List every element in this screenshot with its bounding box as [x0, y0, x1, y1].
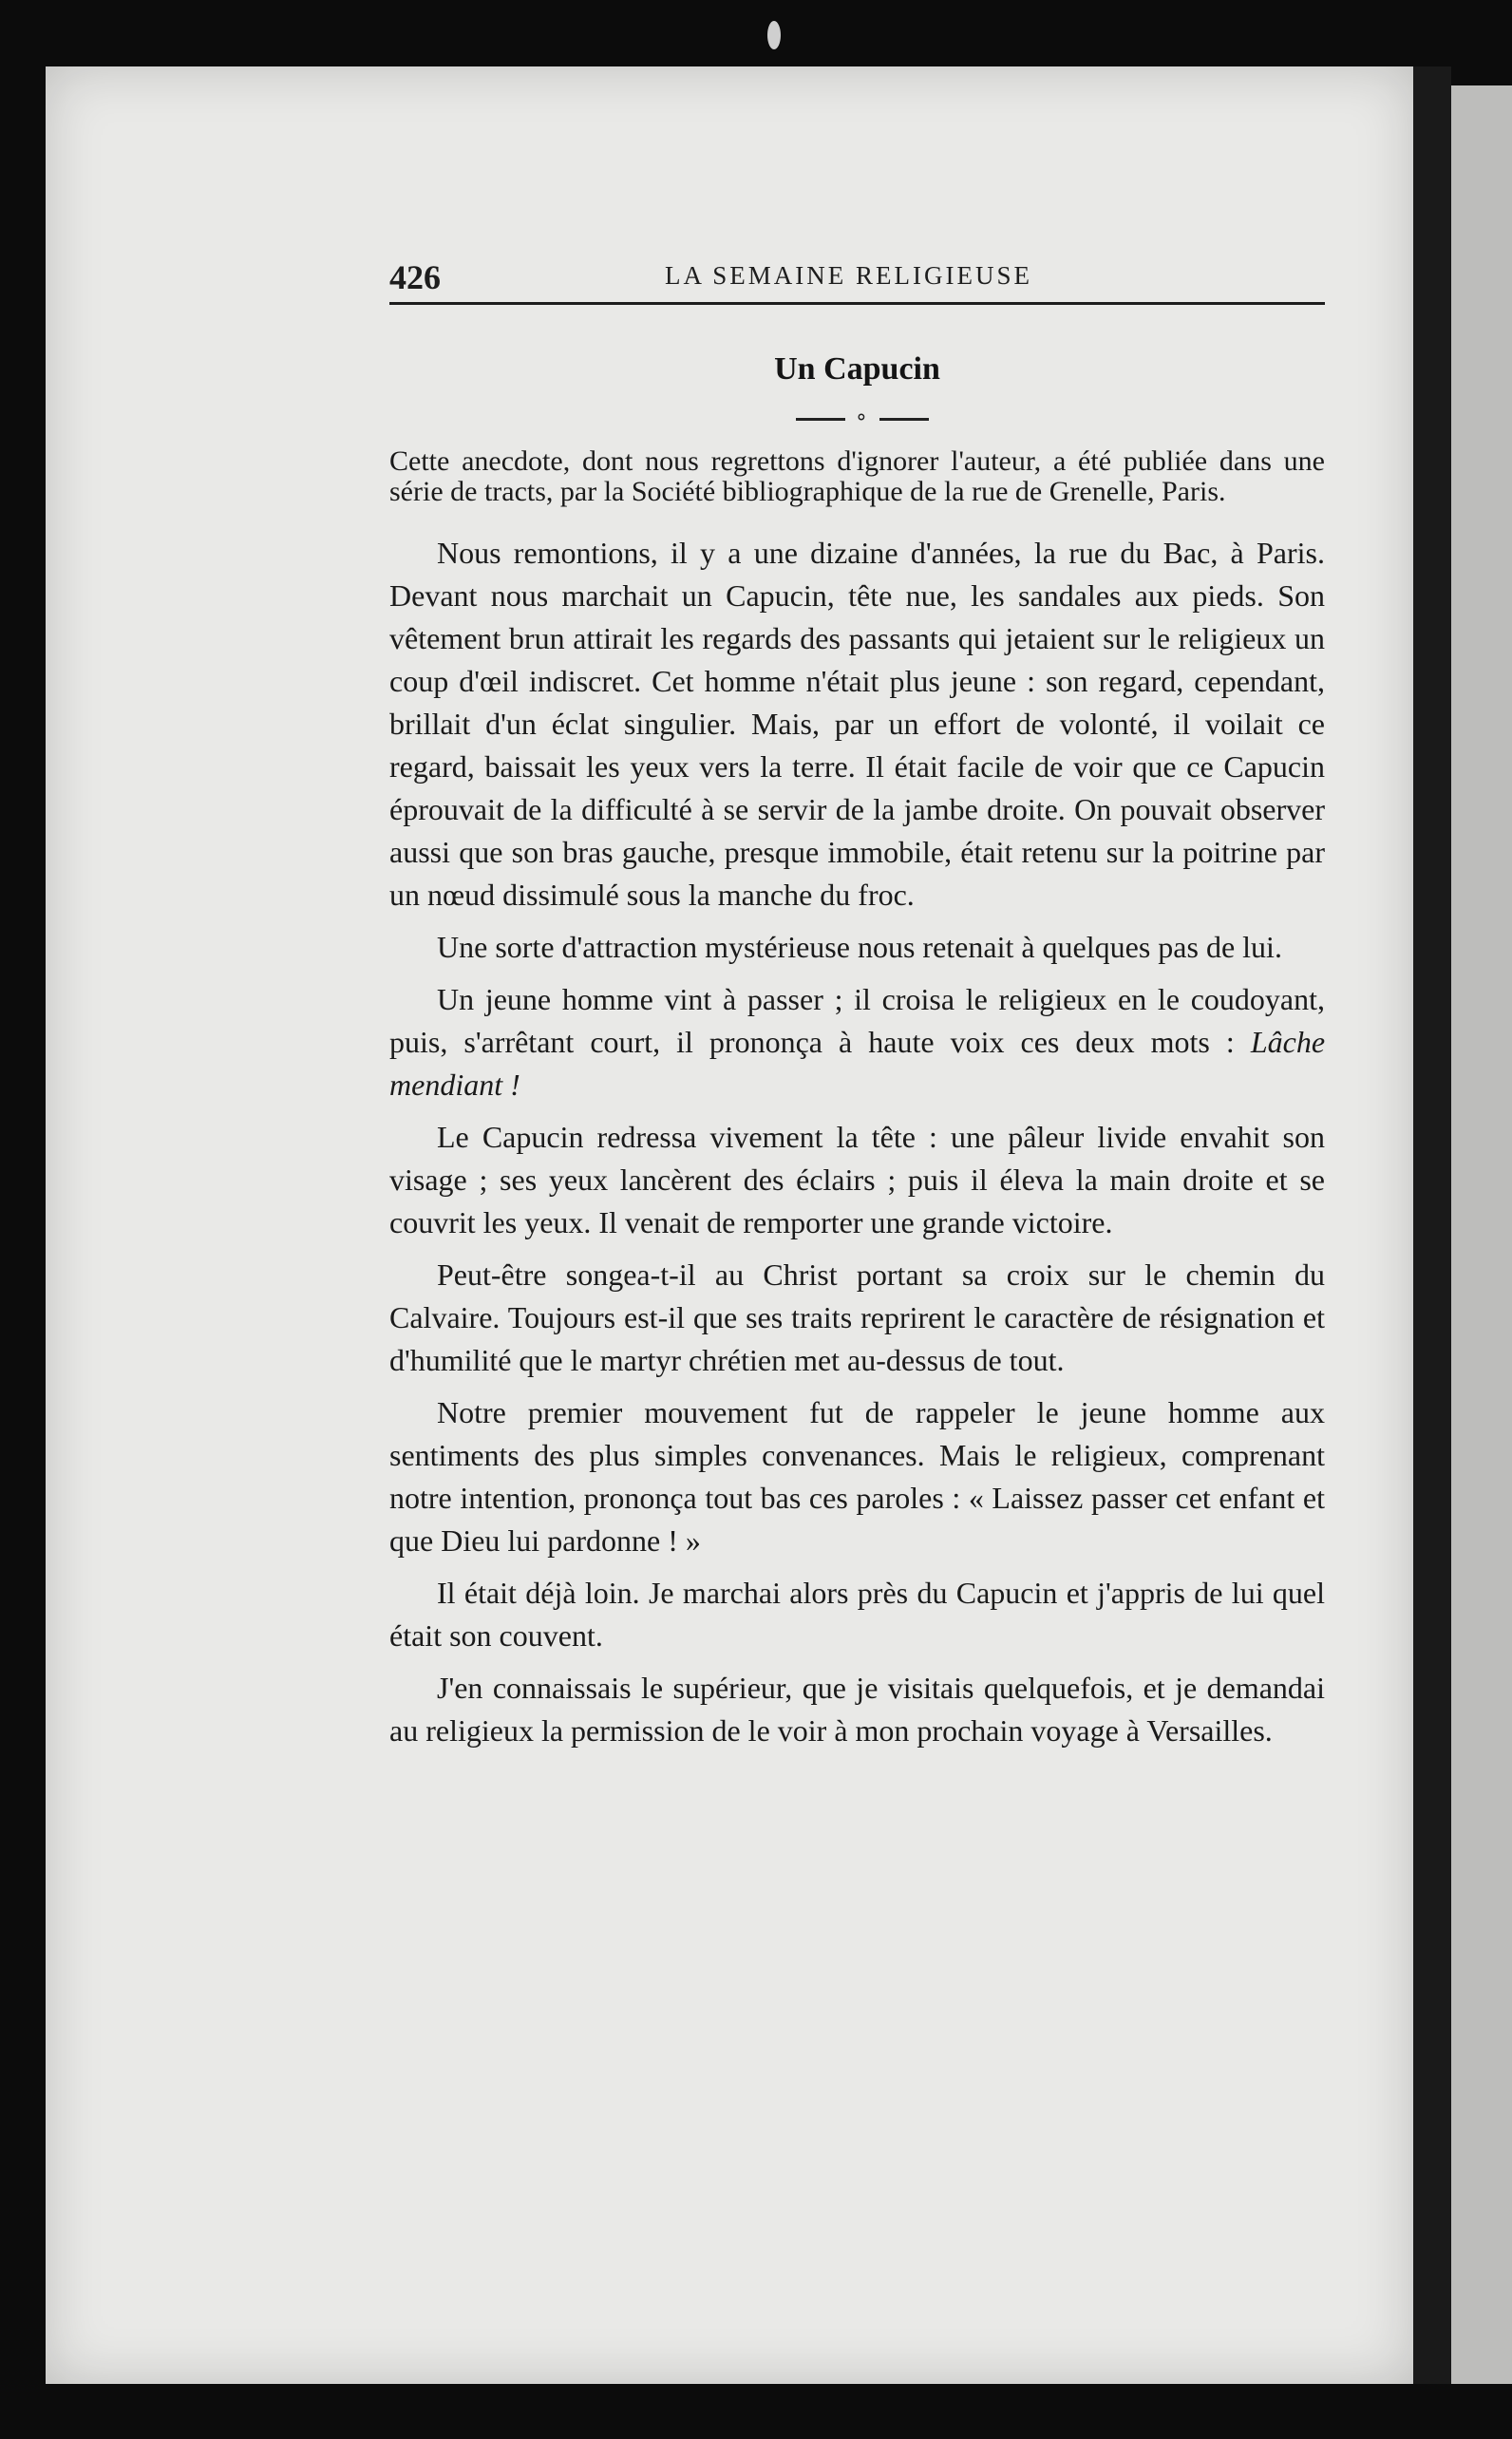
- paragraph-7: Il était déjà loin. Je marchai alors près du Capucin et j'appris de lui quel était son couvent.: [389, 1576, 1325, 1653]
- running-title: LA SEMAINE RELIGIEUSE: [665, 261, 1032, 290]
- next-page-edge: [1451, 85, 1512, 2384]
- title-separator: [796, 405, 929, 428]
- paragraph-1: Nous remontions, il y a une dizaine d'années, la rue du Bac, à Paris. Devant nous marchait un Capucin, tête nue, les sandales aux pieds. Son vêtement brun attirait les regards des passants qui jetaient sur le religieux un coup d'œil indiscret. Cet homme n'était plus jeune : son regard, cependant, brillait d'un éclat singulier. Mais, par un effort de volonté, il voilait ce regard, baissait les yeux vers la terre. Il était facile de voir que ce Capucin éprouvait de la difficulté à se servir de la jambe droite. On pouvait observer aussi que son bras gauche, presque immobile, était retenu sur la poitrine par un nœud dissimulé sous la manche du froc.: [389, 536, 1325, 912]
- paragraph-3: [389, 978, 1325, 1106]
- separator-dot: ∘: [855, 405, 868, 428]
- header-rule: [389, 302, 1325, 305]
- paragraph-2: Une sorte d'attraction mystérieuse nous retenait à quelques pas de lui.: [437, 930, 1282, 964]
- separator-dash-left: [796, 418, 845, 421]
- paragraph-5: Peut-être songea-t-il au Christ portant sa croix sur le chemin du Calvaire. Toujours est-il que ses traits reprirent le caractère de résignation et d'humilité que le martyr chrétien met au-dessus de tout.: [389, 1257, 1325, 1377]
- article-intro: Cette anecdote, dont nous regrettons d'ignorer l'auteur, a été publiée dans une série de tracts, par la Société bibliographique de la rue de Grenelle, Paris.: [389, 445, 1325, 507]
- gutter-shadow: [1413, 66, 1451, 2384]
- paragraph-4: Le Capucin redressa vivement la tête : une pâleur livide envahit son visage ; ses yeux lancèrent des éclairs ; puis il éleva la main droite et se couvrit les yeux. Il venait de remporter une grande victoire.: [389, 1120, 1325, 1239]
- paragraph-6: Notre premier mouvement fut de rappeler le jeune homme aux sentiments des plus simples convenances. Mais le religieux, comprenant notre intention, prononça tout bas ces paroles : « Laissez passer cet enfant et que Dieu lui pardonne ! »: [389, 1395, 1325, 1558]
- running-header: [389, 252, 1320, 297]
- article-body: [389, 446, 1325, 1762]
- article-title: Un Capucin: [774, 351, 940, 387]
- separator-dash-right: [879, 418, 929, 421]
- paragraph-8: J'en connaissais le supérieur, que je visitais quelquefois, et je demandai au religieux la permission de le voir à mon prochain voyage à Versailles.: [389, 1671, 1325, 1748]
- scan-speck: [767, 21, 781, 49]
- page-number: 426: [389, 258, 441, 296]
- insult-quote: Lâche mendiant !: [389, 1025, 1326, 1102]
- paragraph-3-text: Un jeune homme vint à passer ; il croisa le religieux en le coudoyant, puis, s'arrêtant court, il prononça à haute voix ces deux mots :: [389, 982, 1325, 1059]
